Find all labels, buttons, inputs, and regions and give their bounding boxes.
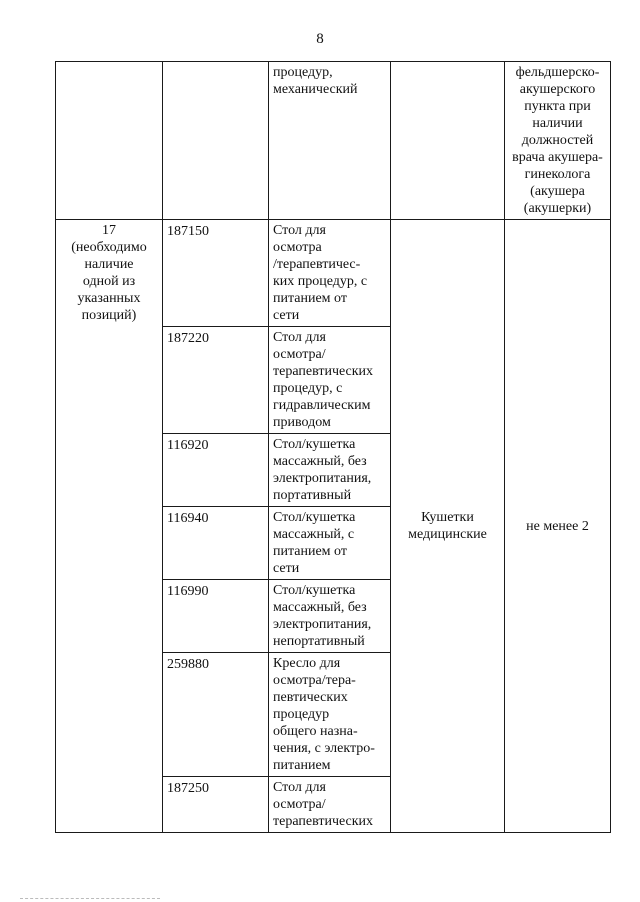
type-text: Кушетки медицинские (408, 510, 487, 542)
item-name: Стол для осмотра/ терапевтических процедур, с гидравлическим приводом (273, 330, 374, 430)
item-code: 116990 (167, 584, 209, 599)
item-code: 187220 (167, 331, 209, 346)
item-name-cell (269, 327, 391, 434)
item-name-cell (269, 62, 391, 220)
table-row (56, 220, 611, 327)
item-code: 187250 (167, 781, 209, 796)
item-code: 116940 (167, 511, 209, 526)
item-name: Кресло для осмотра/тера- певтических процедур общего назна- чения, с электро- питанием (273, 656, 375, 773)
requirement-cell (505, 62, 611, 220)
item-code: 259880 (167, 657, 209, 672)
code-cell (163, 327, 269, 434)
quantity-text: не менее 2 (526, 518, 589, 534)
item-name-cell (269, 653, 391, 777)
code-cell (163, 62, 269, 220)
code-cell (163, 580, 269, 653)
quantity-cell (505, 220, 611, 833)
item-name-cell (269, 507, 391, 580)
code-cell (163, 507, 269, 580)
code-cell (163, 434, 269, 507)
requirement-text: фельдшерско- акушерского пункта при наличии должностей врача акушера- гинеколога (акушера (акушерки) (512, 65, 603, 216)
position-text: 17 (необходимо наличие одной из указанных позиций) (71, 223, 147, 323)
code-cell (163, 653, 269, 777)
page-number: 8 (316, 31, 324, 47)
code-cell (163, 777, 269, 833)
item-name: Стол/кушетка массажный, без электропитания, портативный (273, 437, 372, 503)
code-cell (163, 220, 269, 327)
item-name-cell (269, 580, 391, 653)
item-name: Стол/кушетка массажный, без электропитания, непортативный (273, 583, 372, 649)
table-row (56, 62, 611, 220)
item-name-cell (269, 434, 391, 507)
scan-edge-line (20, 898, 160, 899)
item-name: Стол для осмотра/ терапевтических (273, 780, 374, 829)
item-name: Стол для осмотра /терапевтичес- ких процедур, с питанием от сети (273, 223, 368, 323)
position-cell (56, 220, 163, 833)
item-name-cell (269, 220, 391, 327)
item-name: Стол/кушетка массажный, с питанием от сети (273, 510, 356, 576)
item-code: 187150 (167, 224, 209, 239)
type-cell (391, 220, 505, 833)
type-cell (391, 62, 505, 220)
item-name: процедур, механический (273, 65, 358, 97)
equipment-table (55, 61, 611, 833)
item-name-cell (269, 777, 391, 833)
item-code: 116920 (167, 438, 209, 453)
position-cell (56, 62, 163, 220)
